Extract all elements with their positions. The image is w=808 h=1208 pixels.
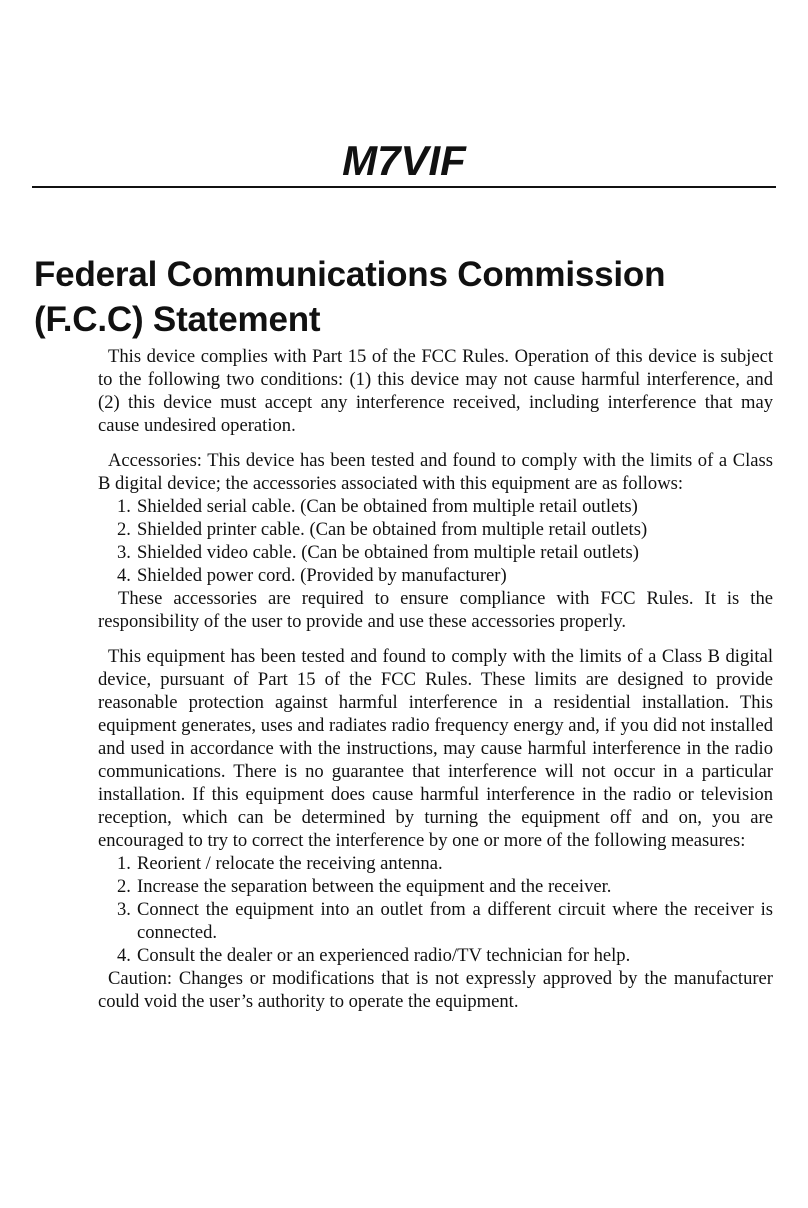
list-item-text: Shielded printer cable. (Can be obtained from multiple retail outlets) — [137, 519, 648, 540]
list-item-number: 1. — [117, 496, 131, 517]
list-item — [98, 875, 773, 898]
accessories-note: These accessories are required to ensure compliance with FCC Rules. It is the responsibility of the user to provide and use these accessories properly. — [98, 588, 773, 632]
list-item-number: 2. — [117, 519, 131, 540]
list-item-text: Shielded serial cable. (Can be obtained from multiple retail outlets) — [137, 496, 638, 517]
section-heading-line-1: Federal Communications Commission — [34, 255, 666, 294]
list-item-text: Connect the equipment into an outlet from a different circuit where the receiver is connected. — [137, 899, 773, 943]
list-item — [98, 564, 773, 587]
list-item — [98, 852, 773, 875]
list-item — [98, 495, 773, 518]
title-divider — [32, 186, 776, 188]
list-item-number: 1. — [117, 853, 131, 874]
list-item-text: Shielded video cable. (Can be obtained from multiple retail outlets) — [137, 542, 639, 563]
list-item-text: Reorient / relocate the receiving antenna. — [137, 853, 443, 874]
list-item — [98, 944, 773, 967]
list-item-number: 3. — [117, 542, 131, 563]
list-item — [98, 518, 773, 541]
list-item-number: 3. — [117, 899, 131, 920]
list-item-text: Shielded power cord. (Provided by manufacturer) — [137, 565, 507, 586]
list-item-text: Increase the separation between the equipment and the receiver. — [137, 876, 612, 897]
list-item — [98, 541, 773, 564]
statement-body — [98, 345, 773, 1013]
list-item-number: 4. — [117, 945, 131, 966]
section-heading-line-2: (F.C.C) Statement — [34, 300, 321, 339]
list-item-number: 4. — [117, 565, 131, 586]
intro-paragraph: This device complies with Part 15 of the FCC Rules. Operation of this device is subject to the following two conditions: (1) this device may not cause harmful interference, and (2) this device must accept any interference received, including interference that may cause undesired operation. — [98, 346, 773, 436]
list-item — [98, 898, 773, 944]
caution-paragraph: Caution: Changes or modifications that is not expressly approved by the manufacturer could void the user’s authority to operate the equipment. — [98, 968, 773, 1012]
list-item-text: Consult the dealer or an experienced radio/TV technician for help. — [137, 945, 631, 966]
equipment-paragraph: This equipment has been tested and found to comply with the limits of a Class B digital device, pursuant of Part 15 of the FCC Rules. These limits are designed to provide reasonable protection against harmful interference in a residential installation. This equipment generates, uses and radiates radio frequency energy and, if you did not installed and used in accordance with the instructions, may cause harmful interference in the radio communications. There is no guarantee that interference will not occur in a particular installation. If this equipment does cause harmful interference in the radio or television reception, which can be determined by turning the equipment off and on, you are encouraged to try to correct the interference by one or more of the following measures: — [98, 646, 773, 851]
measures-list — [98, 852, 773, 967]
model-title: M7VIF — [342, 137, 466, 184]
accessories-list — [98, 495, 773, 587]
list-item-number: 2. — [117, 876, 131, 897]
section-heading — [34, 252, 774, 342]
accessories-paragraph: Accessories: This device has been tested and found to comply with the limits of a Class B digital device; the accessories associated with this equipment are as follows: — [98, 450, 773, 494]
